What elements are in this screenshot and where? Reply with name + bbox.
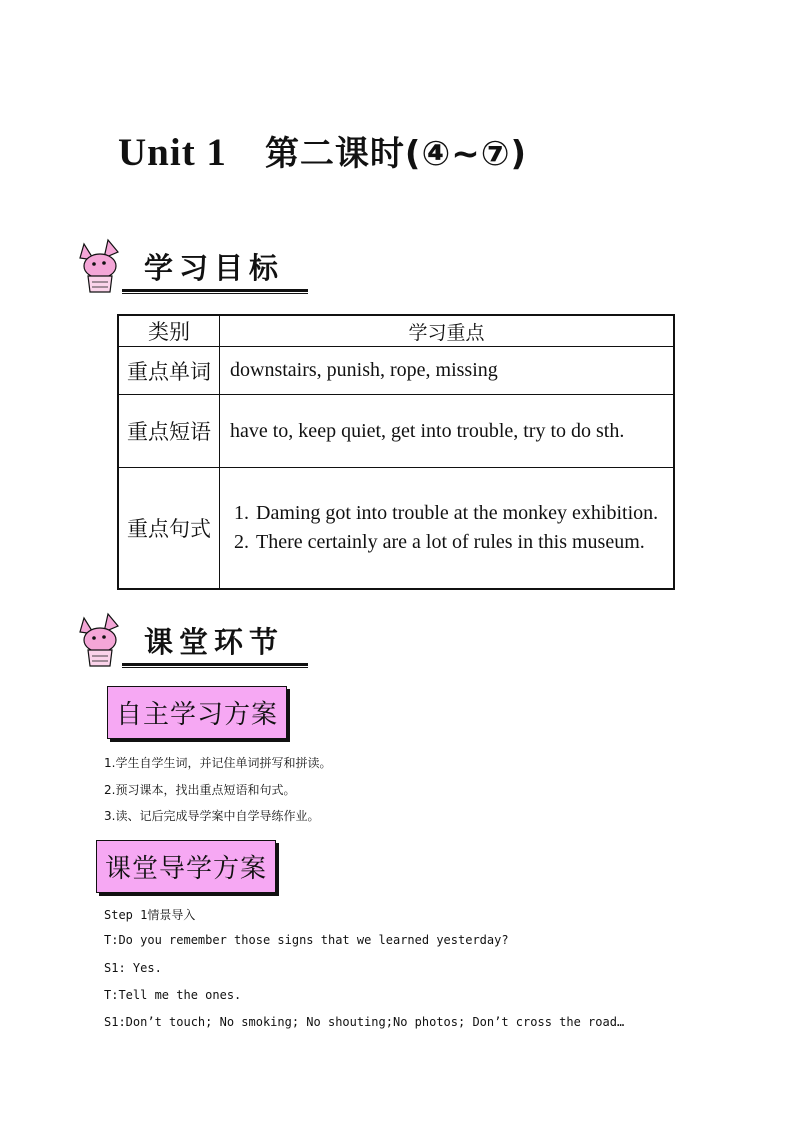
table-header-category: 类别 bbox=[118, 315, 220, 347]
fox-mascot-icon bbox=[74, 236, 134, 296]
table-cell-phrases: have to, keep quiet, get into trouble, try to do sth. bbox=[220, 395, 675, 468]
table-header-focus: 学习重点 bbox=[220, 315, 675, 347]
list-item: 3.读、记后完成导学案中自学导练作业。 bbox=[104, 809, 320, 823]
objectives-section-header bbox=[74, 236, 314, 296]
classroom-dialogue bbox=[104, 906, 624, 1042]
table-cell-category: 重点短语 bbox=[118, 395, 220, 468]
dialogue-line: T:Tell me the ones. bbox=[104, 987, 242, 1002]
classroom-heading: 课堂环节 bbox=[144, 625, 285, 659]
table-row bbox=[118, 468, 674, 590]
sentence-item: 2. There certainly are a lot of rules in this museum. bbox=[254, 528, 663, 557]
dialogue-line: S1:Don’t touch; No smoking; No shouting;No photos; Don’t cross the road… bbox=[104, 1015, 625, 1030]
step-heading: Step 1情景导入 bbox=[104, 908, 196, 922]
list-item: 1.学生自学生词，并记住单词拼写和拼读。 bbox=[104, 756, 332, 770]
unit-label: Unit 1 bbox=[118, 131, 227, 174]
table-cell-words: downstairs, punish, rope, missing bbox=[220, 347, 675, 395]
sentence-item: 1. Daming got into trouble at the monkey exhibition. bbox=[254, 499, 663, 528]
table-header-row bbox=[118, 315, 674, 347]
self-study-steps bbox=[104, 754, 331, 834]
list-item: 2.预习课本，找出重点短语和句式。 bbox=[104, 782, 296, 797]
heading-underline bbox=[122, 289, 308, 292]
table-row bbox=[118, 395, 674, 468]
heading-underline bbox=[122, 663, 308, 666]
heading-underline-thin bbox=[122, 667, 308, 668]
table-cell-sentences bbox=[220, 468, 675, 590]
table-row bbox=[118, 347, 674, 395]
self-study-label-box: 自主学习方案 bbox=[107, 686, 287, 739]
objectives-table bbox=[117, 314, 675, 590]
dialogue-line: T:Do you remember those signs that we learned yesterday? bbox=[104, 933, 509, 948]
dialogue-line: S1: Yes. bbox=[104, 960, 162, 975]
lesson-label: 第二课时(④~⑦) bbox=[264, 134, 528, 174]
sentence-list bbox=[230, 499, 663, 557]
table-cell-category: 重点句式 bbox=[118, 468, 220, 590]
objectives-heading: 学习目标 bbox=[144, 251, 285, 285]
classroom-section-header bbox=[74, 610, 314, 670]
table-cell-category: 重点单词 bbox=[118, 347, 220, 395]
heading-underline-thin bbox=[122, 293, 308, 294]
page-title bbox=[118, 126, 527, 175]
classroom-guide-label-box: 课堂导学方案 bbox=[96, 840, 276, 893]
fox-mascot-icon bbox=[74, 610, 134, 670]
